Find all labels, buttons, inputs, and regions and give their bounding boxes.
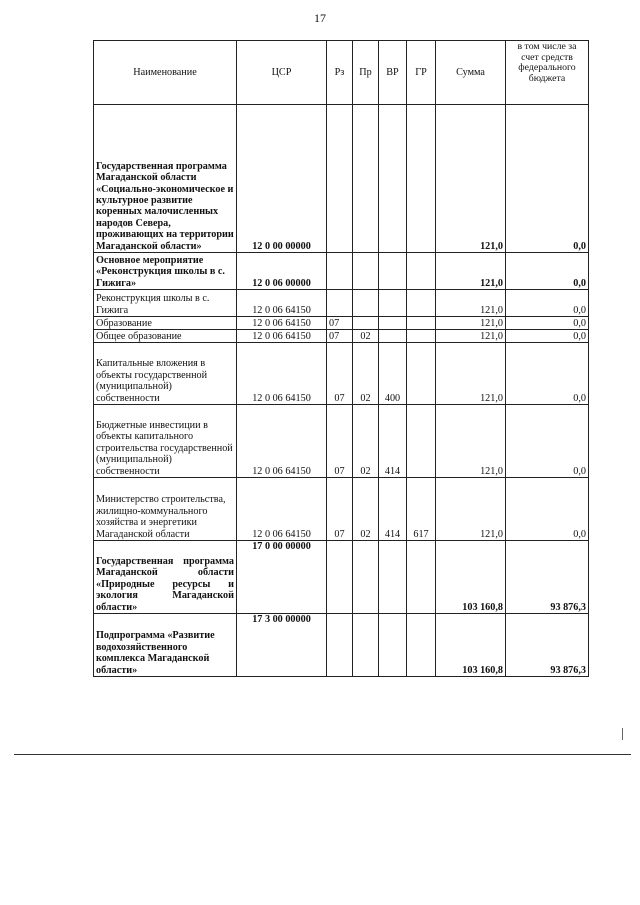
row-csr: 12 0 06 64150: [237, 343, 327, 405]
row-rz: [327, 541, 353, 614]
row-federal: 0,0: [506, 405, 589, 478]
row-vr: [379, 290, 407, 317]
row-federal: 0,0: [506, 290, 589, 317]
page-bottom-rule: [14, 754, 631, 755]
page-number: 17: [314, 11, 326, 25]
row-sum: 103 160,8: [436, 614, 506, 677]
row-federal: 0,0: [506, 253, 589, 290]
table-row: [94, 253, 589, 290]
row-vr: [379, 105, 407, 253]
row-pr: 02: [353, 405, 379, 478]
row-vr: 400: [379, 343, 407, 405]
row-sum: 103 160,8: [436, 541, 506, 614]
row-gr: [407, 343, 436, 405]
budget-table: [93, 40, 589, 677]
table-row: [94, 330, 589, 343]
table-row: [94, 405, 589, 478]
row-vr: 414: [379, 405, 407, 478]
row-rz: 07: [327, 405, 353, 478]
row-csr: 12 0 06 64150: [237, 478, 327, 541]
row-gr: [407, 614, 436, 677]
row-csr: 17 0 00 00000: [237, 541, 327, 614]
row-vr: [379, 317, 407, 330]
row-sum: 121,0: [436, 330, 506, 343]
row-name: Подпрограмма «Развитие водохозяйственного комплекса Магаданской области»: [94, 614, 237, 677]
table-row: [94, 105, 589, 253]
row-gr: [407, 330, 436, 343]
margin-mark: [622, 728, 623, 740]
row-name: Общее образование: [94, 330, 237, 343]
row-pr: [353, 253, 379, 290]
row-name: Основное мероприятие «Реконструкция школы в с. Гижига»: [94, 253, 237, 290]
row-gr: [407, 317, 436, 330]
row-federal: 0,0: [506, 330, 589, 343]
row-csr: 17 3 00 00000: [237, 614, 327, 677]
header-rz: Рз: [327, 41, 353, 105]
header-federal: в том числе за счет средств федерального бюджета: [506, 41, 589, 105]
row-sum: 121,0: [436, 253, 506, 290]
header-pr: Пр: [353, 41, 379, 105]
table-row: [94, 317, 589, 330]
row-name: Бюджетные инвестиции в объекты капитального строительства государственной (муниципальной) собственности: [94, 405, 237, 478]
row-gr: [407, 105, 436, 253]
row-rz: 07: [327, 317, 353, 330]
row-rz: [327, 105, 353, 253]
row-csr: 12 0 06 64150: [237, 330, 327, 343]
row-csr: 12 0 06 64150: [237, 317, 327, 330]
row-federal: 93 876,3: [506, 614, 589, 677]
row-sum: 121,0: [436, 405, 506, 478]
row-pr: [353, 317, 379, 330]
row-vr: 414: [379, 478, 407, 541]
row-pr: [353, 290, 379, 317]
row-name: Реконструкция школы в с. Гижига: [94, 290, 237, 317]
row-sum: 121,0: [436, 478, 506, 541]
row-pr: 02: [353, 343, 379, 405]
row-pr: [353, 105, 379, 253]
table-row: [94, 614, 589, 677]
row-csr: 12 0 06 64150: [237, 290, 327, 317]
header-gr: ГР: [407, 41, 436, 105]
row-federal: 93 876,3: [506, 541, 589, 614]
row-federal: 0,0: [506, 105, 589, 253]
row-gr: [407, 253, 436, 290]
row-csr: 12 0 06 64150: [237, 405, 327, 478]
row-vr: [379, 541, 407, 614]
table-row: [94, 541, 589, 614]
row-gr: [407, 290, 436, 317]
row-rz: 07: [327, 330, 353, 343]
row-vr: [379, 253, 407, 290]
header-vr: ВР: [379, 41, 407, 105]
row-name: Образование: [94, 317, 237, 330]
header-name: Наименование: [94, 41, 237, 105]
table-header-row: [94, 41, 589, 105]
row-pr: [353, 614, 379, 677]
table-row: [94, 478, 589, 541]
row-name: Министерство строительства, жилищно-коммунального хозяйства и энергетики Магаданской области: [94, 478, 237, 541]
row-gr: [407, 405, 436, 478]
row-pr: 02: [353, 330, 379, 343]
row-rz: [327, 253, 353, 290]
row-federal: 0,0: [506, 317, 589, 330]
table-row: [94, 290, 589, 317]
row-pr: 02: [353, 478, 379, 541]
row-csr: 12 0 06 00000: [237, 253, 327, 290]
header-csr: ЦСР: [237, 41, 327, 105]
row-rz: [327, 614, 353, 677]
row-sum: 121,0: [436, 343, 506, 405]
row-name: Государственная программа Магаданской области «Социально-экономическое и культурное развитие коренных малочисленных народов Севера, проживающих на территории Магаданской области»: [94, 105, 237, 253]
row-name: Капитальные вложения в объекты государственной (муниципальной) собственности: [94, 343, 237, 405]
row-sum: 121,0: [436, 290, 506, 317]
row-rz: 07: [327, 343, 353, 405]
row-sum: 121,0: [436, 317, 506, 330]
row-gr: [407, 541, 436, 614]
row-pr: [353, 541, 379, 614]
row-csr: 12 0 00 00000: [237, 105, 327, 253]
row-vr: [379, 330, 407, 343]
row-federal: 0,0: [506, 478, 589, 541]
row-rz: 07: [327, 478, 353, 541]
header-sum: Сумма: [436, 41, 506, 105]
table-row: [94, 343, 589, 405]
row-name: Государственная программа Магаданской области «Природные ресурсы и экология Магаданской области»: [94, 541, 237, 614]
row-gr: 617: [407, 478, 436, 541]
row-rz: [327, 290, 353, 317]
row-sum: 121,0: [436, 105, 506, 253]
row-vr: [379, 614, 407, 677]
row-federal: 0,0: [506, 343, 589, 405]
